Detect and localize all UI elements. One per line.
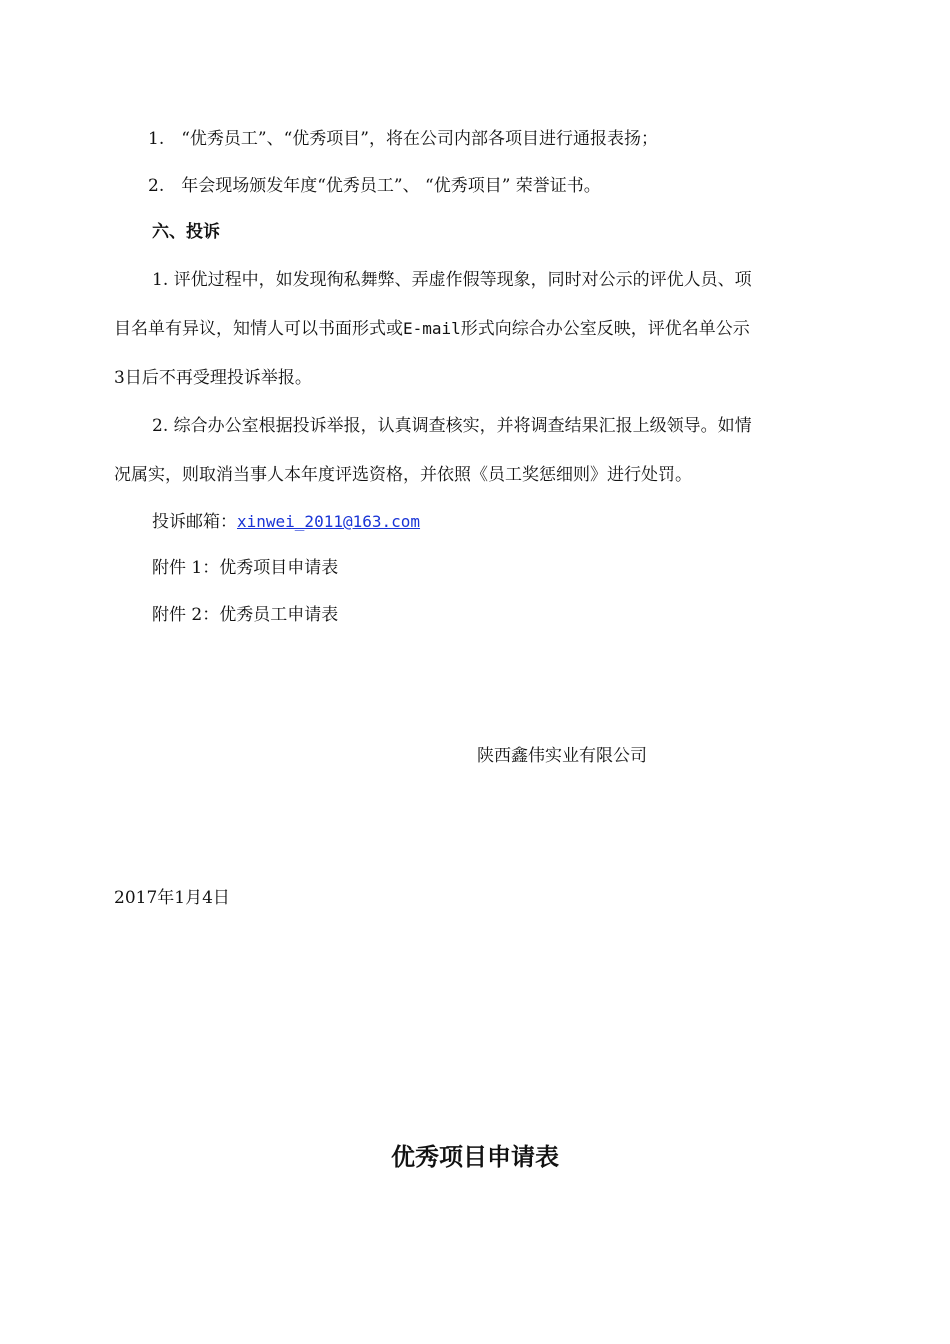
complaint-email-row xyxy=(152,511,420,533)
complaint-1-line-2-start: 目名单有异议，知情人可以书面形式或 xyxy=(114,319,403,339)
complaint-email-label: 投诉邮箱： xyxy=(152,512,237,532)
award-item-2: 2. 年会现场颁发年度“优秀员工”、 “优秀项目” 荣誉证书。 xyxy=(148,176,601,196)
email-term: E-mail xyxy=(403,319,461,338)
document-date: 2017年1月4日 xyxy=(114,888,230,908)
section-heading-complaints: 六、投诉 xyxy=(152,222,220,242)
company-name: 陕西鑫伟实业有限公司 xyxy=(477,746,647,766)
complaint-2-line-2: 况属实，则取消当事人本年度评选资格，并依照《员工奖惩细则》进行处罚。 xyxy=(114,465,692,485)
complaint-2-line-1: 2. 综合办公室根据投诉举报，认真调查核实，并将调查结果汇报上级领导。如情 xyxy=(152,416,752,436)
award-item-1: 1. “优秀员工”、“优秀项目”，将在公司内部各项目进行通报表扬； xyxy=(148,129,658,149)
complaint-1-line-2-end: 形式向综合办公室反映，评优名单公示 xyxy=(460,319,750,339)
complaint-1-line-3: 3日后不再受理投诉举报。 xyxy=(114,368,312,388)
attachment-2: 附件 2：优秀员工申请表 xyxy=(152,605,339,625)
attachment-1: 附件 1：优秀项目申请表 xyxy=(152,558,339,578)
complaint-1-line-2 xyxy=(114,318,750,340)
complaint-1-line-1: 1. 评优过程中，如发现徇私舞弊、弄虚作假等现象，同时对公示的评优人员、项 xyxy=(152,270,752,290)
complaint-email-link[interactable]: xinwei_2011@163.com xyxy=(237,512,421,531)
application-form-title: 优秀项目申请表 xyxy=(391,1142,559,1171)
